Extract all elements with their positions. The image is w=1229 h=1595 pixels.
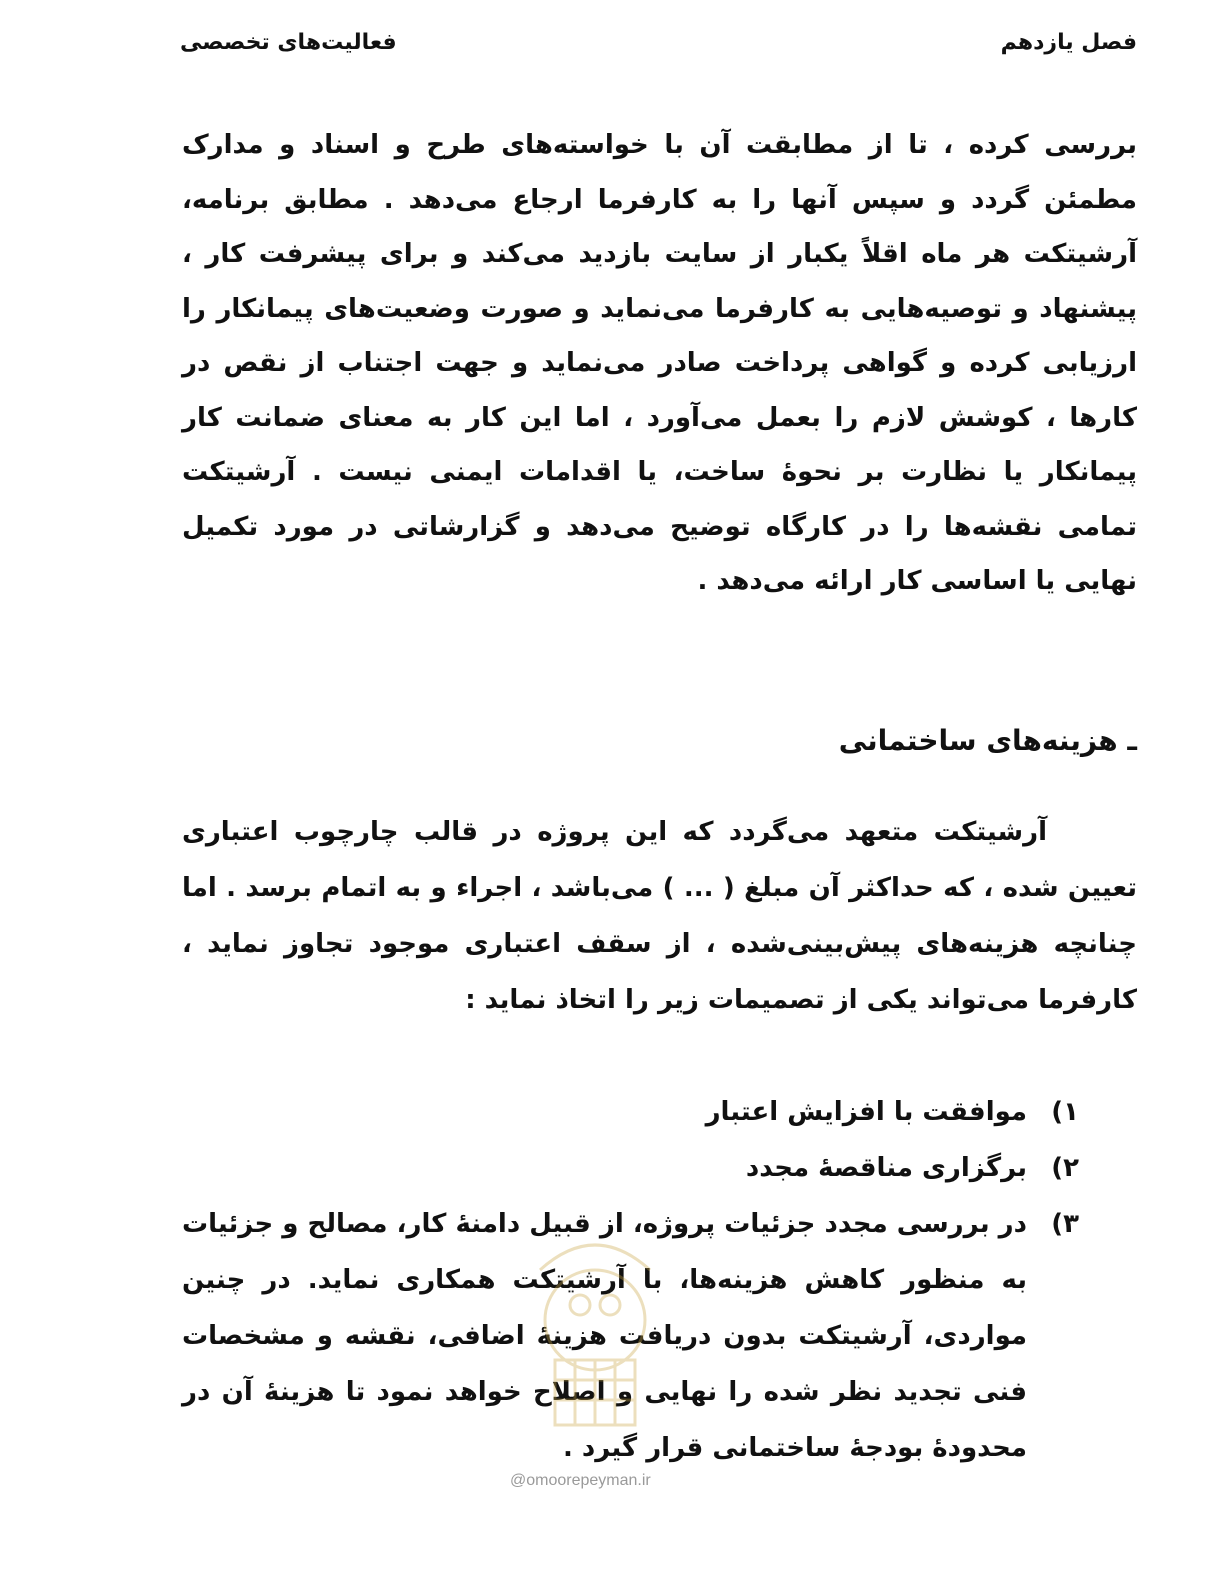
list-item-number: ۲) xyxy=(1051,1153,1079,1183)
section-paragraph: آرشیتکت متعهد می‌گردد که این پروژه در قالب چارچوب اعتباری تعیین شده ، که حداکثر آن مبلغ ( ... ) می‌باشد ، اجراء و به اتمام برسد . اما چنانچه هزینه‌های پیش‌بینی‌شده ، از سقف اعتباری موجود تجاوز نماید ، کارفرما می‌تواند یکی از تصمیمات زیر را اتخاذ نماید : xyxy=(182,817,1137,1015)
watermark-seal-icon xyxy=(520,1210,670,1450)
section-running-title: فعالیت‌های تخصصی xyxy=(180,30,397,55)
section-heading: ـ هزینه‌های ساختمانی xyxy=(838,724,1137,757)
body-paragraph: بررسی کرده ، تا از مطابقت آن با خواسته‌های طرح و اسناد و مدارک مطمئن گردد و سپس آنها را به کارفرما ارجاع می‌دهد . مطابق برنامه، آرشیتکت هر ماه اقلاً یکبار از سایت بازدید می‌کند و برای پیشرفت کار ، پیشنهاد و توصیه‌هایی به کارفرما می‌نماید و صورت وضعیت‌های پیمانکار را ارزیابی کرده و گواهی پرداخت صادر می‌نماید و جهت اجتناب از نقص در کارها ، کوشش لازم را بعمل می‌آورد ، اما این کار به معنای ضمانت کار پیمانکار یا نظارت بر نحوهٔ ساخت، یا اقدامات ایمنی نیست . آرشیتکت تمامی نقشه‌ها را در کارگاه توضیح می‌دهد و گزارشاتی در مورد تکمیل نهایی یا اساسی کار ارائه می‌دهد . xyxy=(182,130,1137,596)
list-item xyxy=(182,1084,1079,1140)
list-item-text: در بررسی مجدد جزئیات پروژه، از قبیل دامنهٔ کار، مصالح و جزئیات به منظور کاهش هزینه‌ها، با آرشیتکت همکاری نماید. در چنین مواردی، آرشیتکت بدون دریافت هزینهٔ اضافی، نقشه و مشخصات فنی تجدید نظر شده را نهایی و اصلاح خواهد نمود تا هزینهٔ آن در محدودهٔ بودجهٔ ساختمانی قرار گیرد . xyxy=(182,1209,1027,1463)
list-item-number: ۱) xyxy=(1051,1097,1079,1127)
list-item xyxy=(182,1140,1079,1196)
list-item-text: برگزاری مناقصهٔ مجدد xyxy=(745,1153,1027,1183)
chapter-title: فصل یازدهم xyxy=(1000,30,1137,55)
list-item-text: موافقت با افزایش اعتبار xyxy=(705,1097,1027,1127)
watermark-url: @omoorepeyman.ir xyxy=(510,1472,651,1489)
page-header xyxy=(180,30,1137,70)
list-item-number: ۳) xyxy=(1051,1209,1079,1239)
